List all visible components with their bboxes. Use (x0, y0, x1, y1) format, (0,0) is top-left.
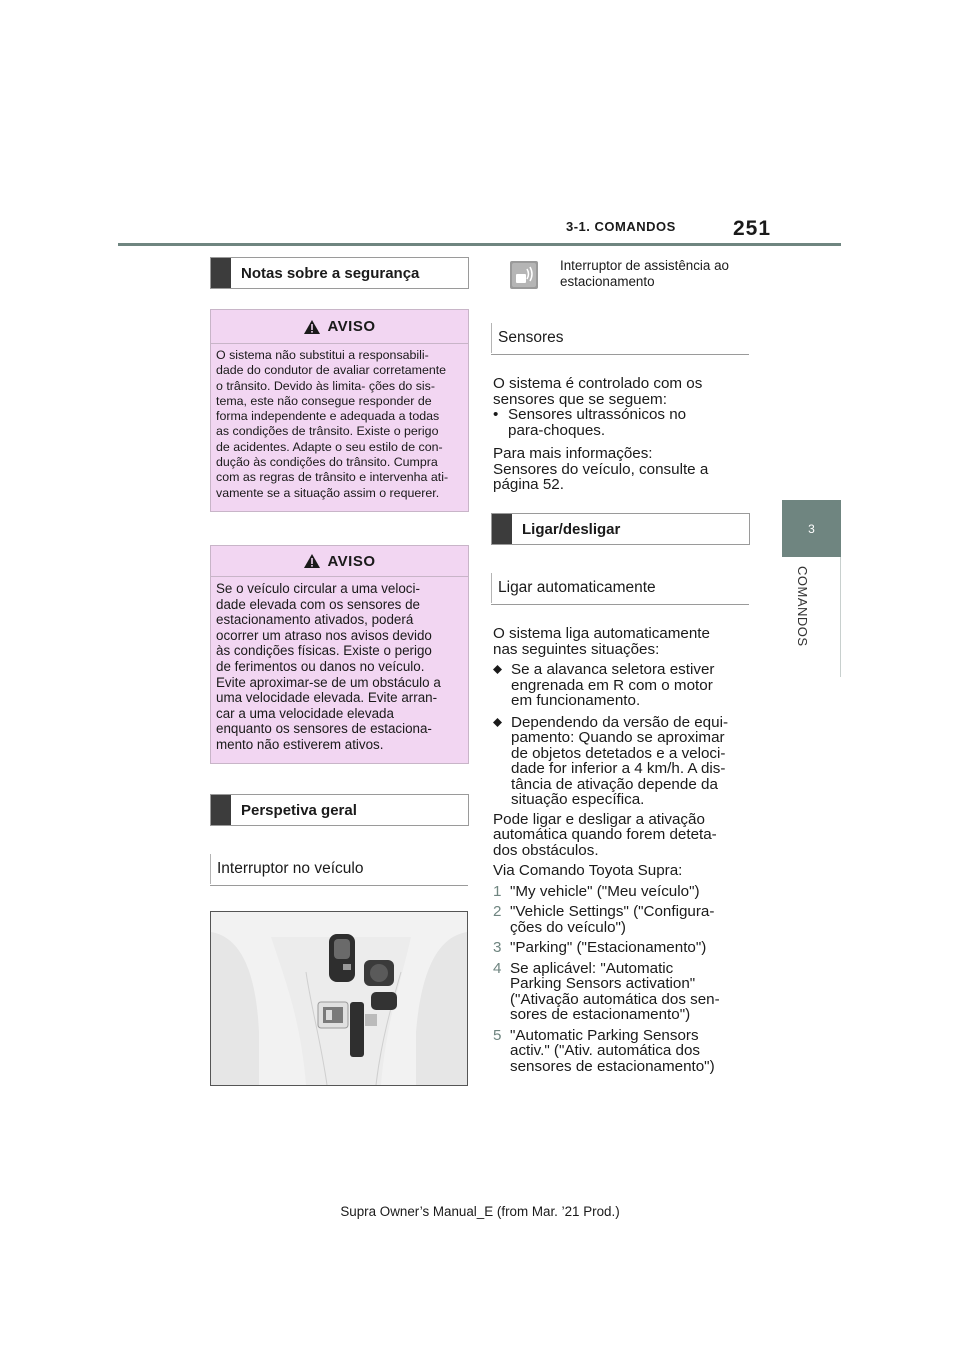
step-number: 5 (493, 1026, 502, 1044)
step-item (493, 884, 755, 900)
warning-box-2 (210, 545, 469, 764)
step-number: 2 (493, 903, 502, 920)
list-item-text: Se a alavanca seletora estiver engrenada em R com o motor em funcionamento. (511, 661, 715, 709)
activation-text: Pode ligar e desligar a ativação automática quando forem deteta- dos obstáculos. (493, 810, 717, 859)
chapter-tab-number: 3 (782, 500, 841, 557)
sensors-section-body (493, 376, 753, 493)
warning-text: O sistema não substitui a responsabili- dade do condutor de avaliar corretamente o trânsito. Devido às limita- ções do sis- tema, este não consegue responder de forma independente e adequada a todas as condições de trânsito. Existe o perigo de acidentes. Adapte o seu estilo de con- dução às condições do trânsito. Cumpra com as regras de trânsito e intervenha ati- vamente se a situação assim o requerer. (216, 348, 449, 500)
page-number: 251 (733, 217, 772, 240)
warning-triangle-icon (303, 319, 321, 335)
section-title: Ligar/desligar (522, 520, 621, 538)
step-text: "Vehicle Settings" ("Configura- ções do veículo") (510, 903, 715, 936)
chapter-tab-label: COMANDOS (795, 566, 810, 647)
section-overview (210, 794, 469, 826)
section-marker (211, 795, 231, 825)
step-item (493, 904, 755, 935)
step-number: 3 (493, 939, 502, 956)
switch-caption: Interruptor de assistência ao estacionamento (560, 258, 729, 289)
subheading-rule (491, 354, 749, 355)
section-title: Notas sobre a segurança (241, 264, 420, 282)
warning-header (211, 546, 468, 577)
subheading-switch: Interruptor no veículo (210, 854, 363, 884)
step-text: "Parking" ("Estacionamento") (510, 939, 707, 956)
warning-label: AVISO (327, 318, 376, 335)
list-item (493, 662, 755, 709)
warning-triangle-icon (303, 553, 321, 569)
step-number: 4 (493, 959, 502, 977)
list-item-text: Dependendo da versão de equi- pamento: Quando se aproximar de objetos detetados e a veloci- dade for inferior a 4 km/h. A dis- tância de ativação depende da situação específica. (511, 713, 729, 808)
subheading-rule (210, 885, 468, 886)
warning-header (211, 310, 468, 344)
console-drawing (211, 912, 467, 1085)
chapter-tab-divider (840, 557, 841, 677)
section-safety-notes (210, 257, 469, 289)
step-text: "Automatic Parking Sensors activ." ("Ativ. automática dos sensores de estacionamento") (510, 1026, 715, 1075)
step-text: "My vehicle" ("Meu veículo") (510, 882, 700, 900)
center-console-illustration (210, 911, 468, 1086)
section-marker (492, 514, 512, 544)
bullet-marker: • (493, 406, 499, 423)
section-on-off (491, 513, 750, 545)
diamond-bullet-icon (493, 662, 511, 709)
chapter-heading: 3-1. COMANDOS (566, 219, 676, 234)
list-item (493, 715, 755, 808)
sensors-intro: O sistema é controlado com os sensores que se seguem: (493, 375, 703, 408)
diamond-bullet-icon (493, 715, 511, 808)
section-marker (211, 258, 231, 288)
step-number: 1 (493, 882, 502, 900)
more-info-text: Para mais informações: Sensores do veículo, consulte a página 52. (493, 445, 709, 493)
parking-assist-button-icon (510, 261, 538, 289)
via-text: Via Comando Toyota Supra: (493, 862, 683, 879)
step-item (493, 940, 755, 956)
subheading-sensors: Sensores (491, 323, 563, 353)
header-divider (118, 243, 841, 246)
section-title: Perspetiva geral (241, 801, 357, 819)
warning-text: Se o veículo circular a uma veloci- dade elevada com os sensores de estacionamento ativados, poderá ocorrer um atraso nos avisos devido às condições físicas. Existe o perigo de ferimentos ou danos no veículo. Evite aproximar-se de um obstáculo a uma velocidade elevada. Evite arran- car a uma velocidade elevada enquanto os sensores de estaciona- mento não estiverem ativos. (216, 581, 441, 752)
list-item (493, 407, 753, 438)
subheading-rule (491, 604, 749, 605)
warning-label: AVISO (327, 552, 376, 570)
step-item (493, 961, 755, 1023)
step-text: Se aplicável: "Automatic Parking Sensors activation" ("Ativação automática dos sen- sores de estacionamento") (510, 959, 720, 1023)
warning-box-1 (210, 309, 469, 512)
footer-text: Supra Owner’s Manual_E (from Mar. ’21 Prod.) (340, 1204, 620, 1219)
auto-intro: O sistema liga automaticamente nas seguintes situações: (493, 625, 710, 658)
step-item (493, 1028, 755, 1075)
subheading-auto-on: Ligar automaticamente (491, 573, 656, 603)
list-item-text: Sensores ultrassónicos no para-choques. (508, 406, 687, 439)
auto-on-section-body (493, 626, 755, 1074)
